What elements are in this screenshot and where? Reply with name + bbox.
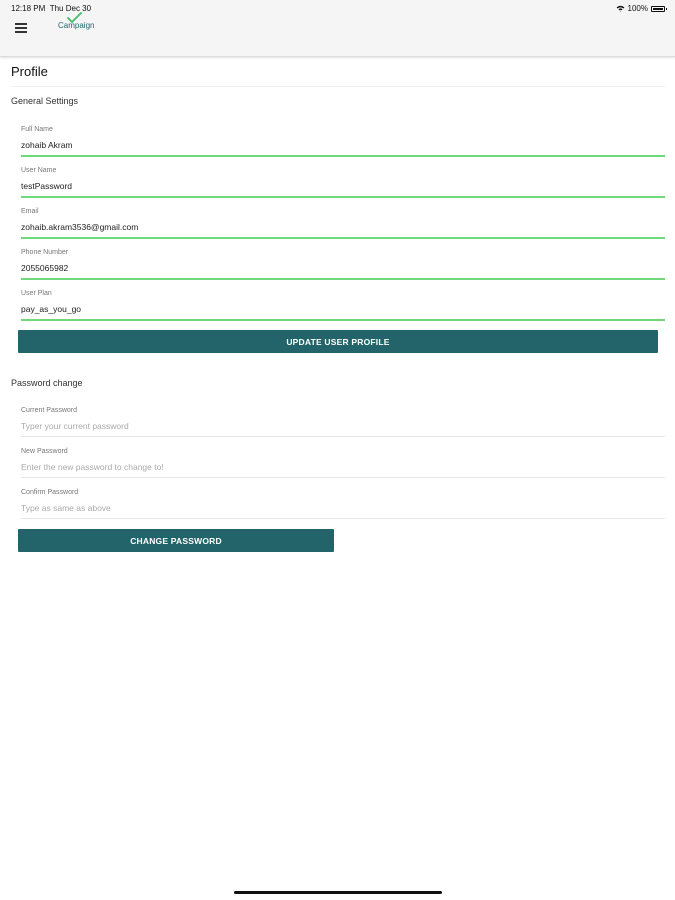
field-label: New Password [21,448,68,455]
field-placeholder[interactable]: Enter the new password to change to! [21,462,164,472]
field-placeholder[interactable]: Type as same as above [21,503,111,513]
field-label: User Plan [21,290,52,297]
field-label: Full Name [21,126,53,133]
status-date: Thu Dec 30 [49,4,92,13]
status-bar [0,0,675,16]
field-value[interactable]: zohaib.akram3536@gmail.com [21,222,139,232]
field-underline [21,278,665,280]
page-title: Profile [11,64,48,79]
new-password-field[interactable] [21,448,665,486]
user-name-field[interactable] [21,167,665,205]
field-label: Email [21,208,39,215]
confirm-password-field[interactable] [21,489,665,527]
email-field[interactable] [21,208,665,246]
status-clock: 12:18 PM [11,4,46,13]
password-change-heading: Password change [11,378,83,388]
field-placeholder[interactable]: Typer your current password [21,421,129,431]
status-right [616,4,665,13]
title-divider [10,86,665,87]
field-label: Phone Number [21,249,69,256]
field-underline [21,237,665,239]
battery-icon [651,6,665,12]
change-password-button[interactable]: CHANGE PASSWORD [18,529,334,552]
user-plan-field[interactable] [21,290,665,328]
field-underline [21,319,665,321]
field-underline [21,196,665,198]
update-user-profile-button[interactable]: UPDATE USER PROFILE [18,330,658,353]
hamburger-menu-icon[interactable] [15,23,27,33]
current-password-field[interactable] [21,407,665,445]
logo-text: Campaign [58,21,95,30]
field-value[interactable]: 2055065982 [21,263,69,273]
general-settings-heading: General Settings [11,96,79,106]
field-value[interactable]: zohaib Akram [21,140,73,150]
field-underline [21,436,665,437]
field-value[interactable]: testPassword [21,181,73,191]
field-label: Current Password [21,407,78,414]
field-underline [21,155,665,157]
battery-percent: 100% [627,4,648,13]
field-value[interactable]: pay_as_you_go [21,304,82,314]
home-indicator[interactable] [234,891,442,894]
field-label: Confirm Password [21,489,79,496]
full-name-field[interactable] [21,126,665,164]
field-label: User Name [21,167,57,174]
status-time [11,4,91,13]
wifi-icon [616,5,625,12]
phone-number-field[interactable] [21,249,665,287]
field-underline [21,518,665,519]
field-underline [21,477,665,478]
